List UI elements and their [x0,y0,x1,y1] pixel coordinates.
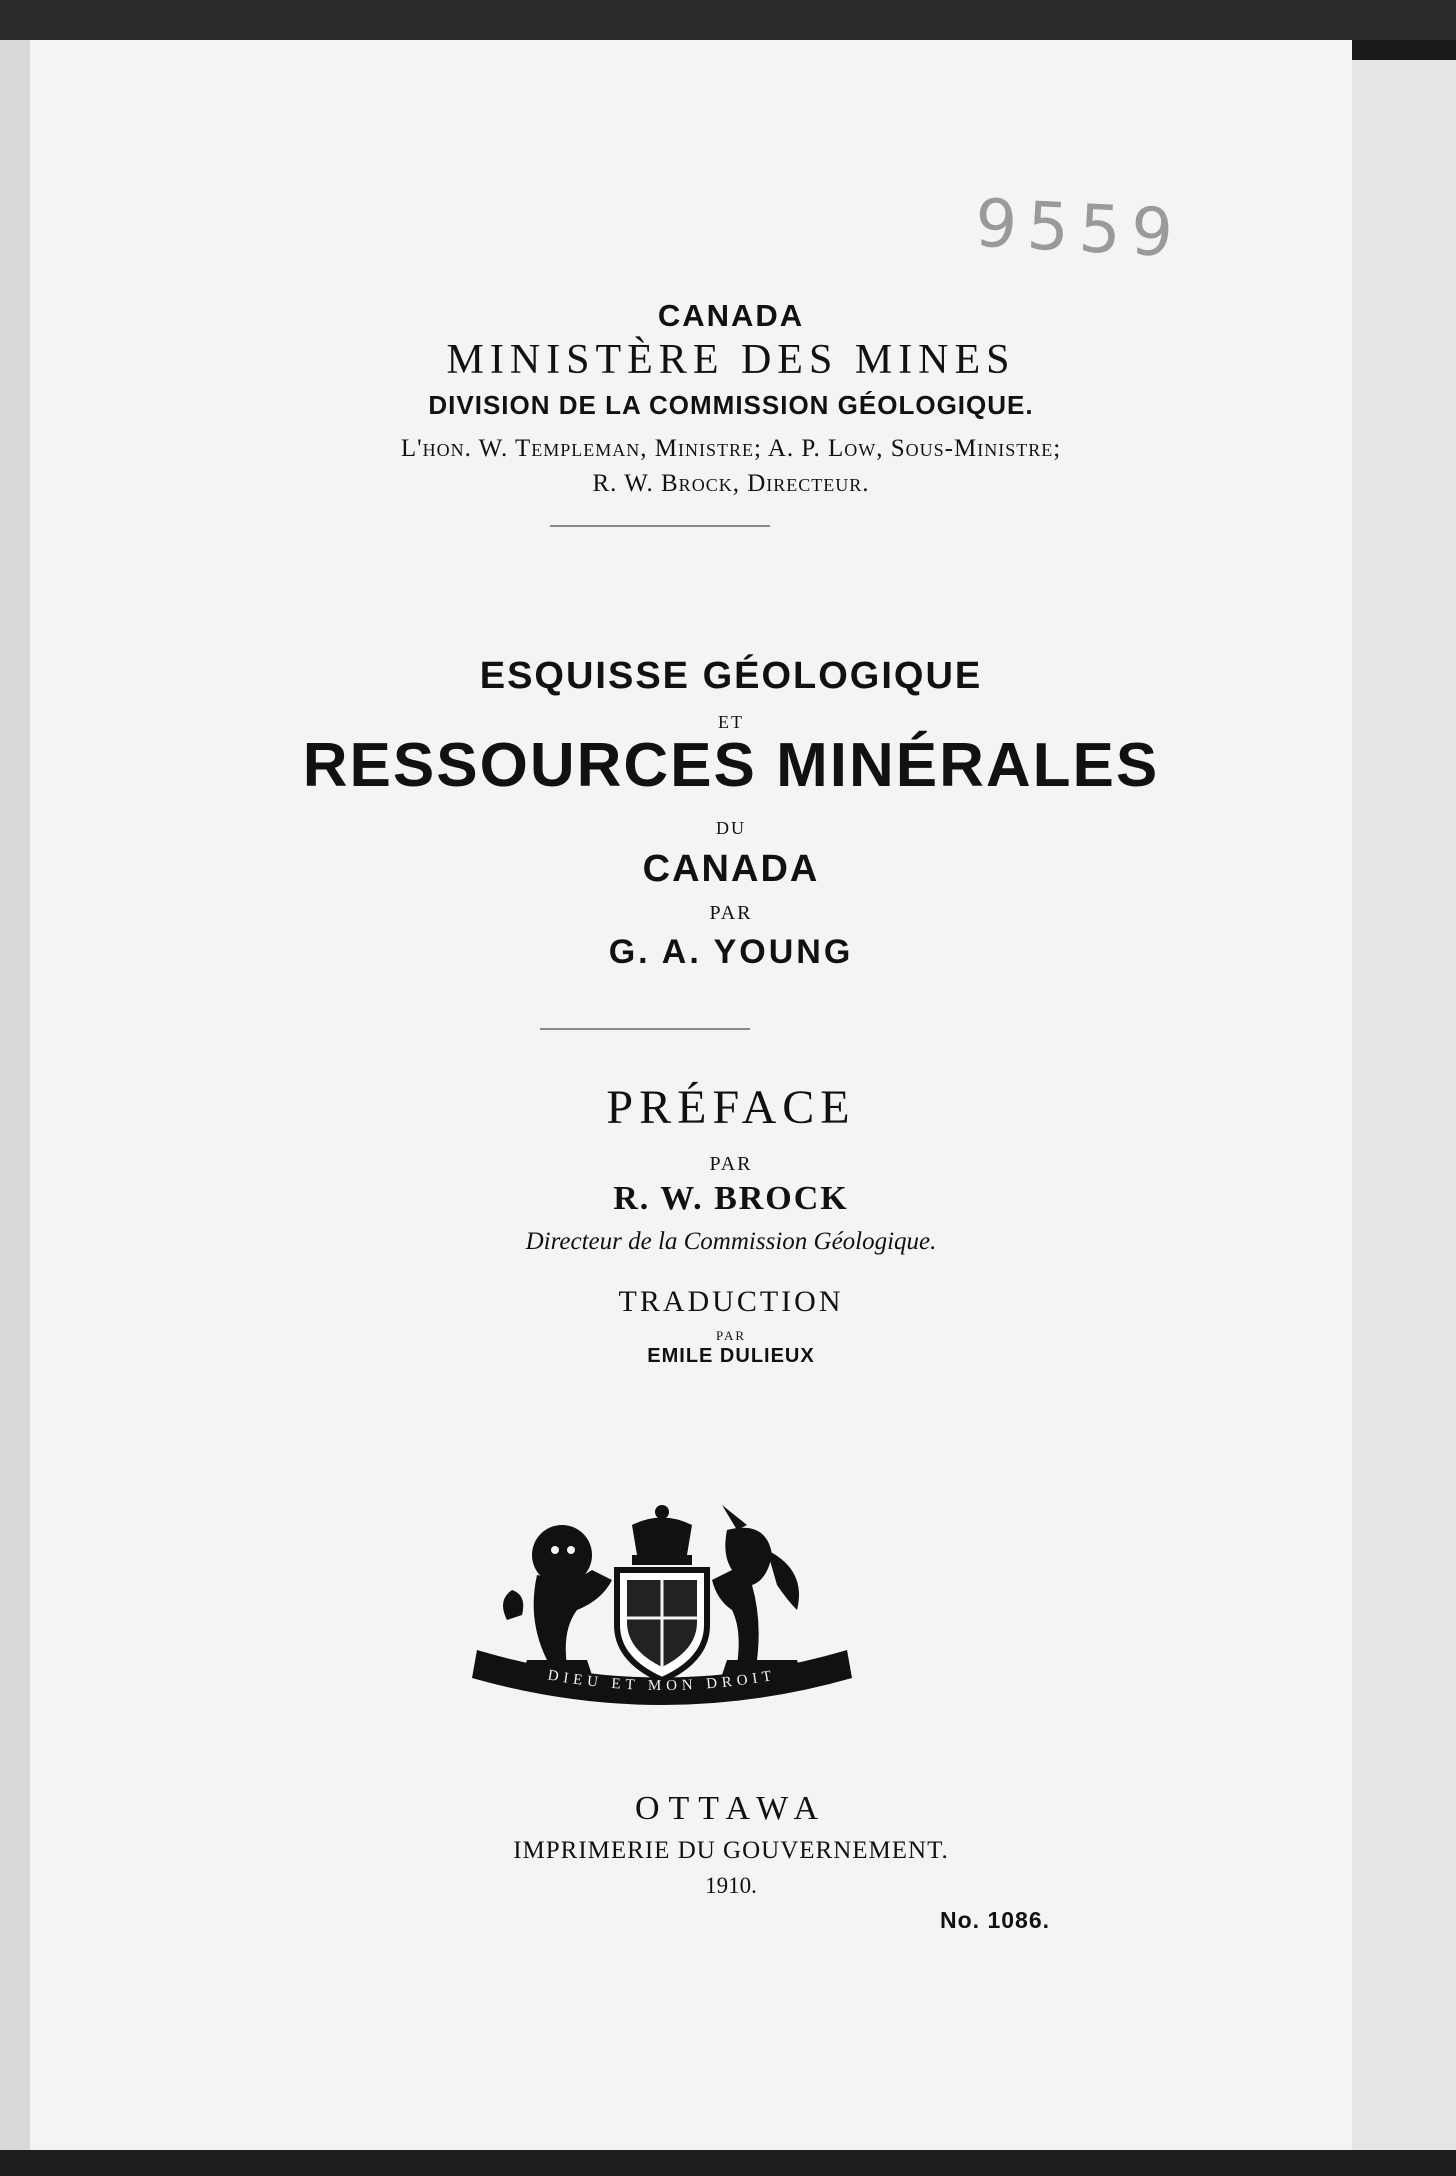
crest-motto: DIEU ET MON DROIT [546,1667,778,1695]
title-line-3: CANADA [642,848,820,890]
preface-heading: PRÉFACE [606,1081,856,1134]
scan-border-bottom [0,2150,1456,2176]
translation-heading: TRADUCTION [618,1285,844,1318]
officials-line-1: L'hon. W. Templeman, Ministre; A. P. Low, Sous-Ministre; [400,435,1062,462]
document-number: No. 1086. [940,1907,1050,1933]
division-heading: DIVISION DE LA COMMISSION GÉOLOGIQUE. [428,390,1034,420]
imprint-city: OTTAWA [634,1790,828,1827]
title-line-1: ESQUISSE GÉOLOGIQUE [479,655,983,697]
preface-author-role: Directeur de la Commission Géologique. [525,1228,937,1255]
title-page [30,40,1352,2168]
title-line-2: RESSOURCES MINÉRALES [302,731,1160,800]
author-name: G. A. YOUNG [608,933,854,971]
preface-author: R. W. BROCK [613,1180,849,1217]
binding-edge [0,40,34,2176]
divider-rule-1 [550,525,770,527]
translator-name: EMILE DULIEUX [647,1345,815,1367]
ministry-heading: MINISTÈRE DES MINES [446,337,1016,383]
country-heading: CANADA [657,298,805,333]
scan-border-top [0,0,1456,40]
translation-par: PAR [715,1328,747,1343]
title-conjunction-et: ET [718,712,744,732]
preface-par: PAR [709,1153,753,1175]
imprint-year: 1910. [705,1873,757,1898]
author-par: PAR [709,902,753,924]
royal-coat-of-arms-icon [467,1500,857,1715]
divider-rule-2 [540,1028,750,1030]
title-conjunction-du: DU [716,818,746,838]
pencil-annotation: 9559 [973,184,1185,273]
officials-line-2: R. W. Brock, Directeur. [592,470,870,497]
imprint-printer: IMPRIMERIE DU GOUVERNEMENT. [513,1837,949,1864]
